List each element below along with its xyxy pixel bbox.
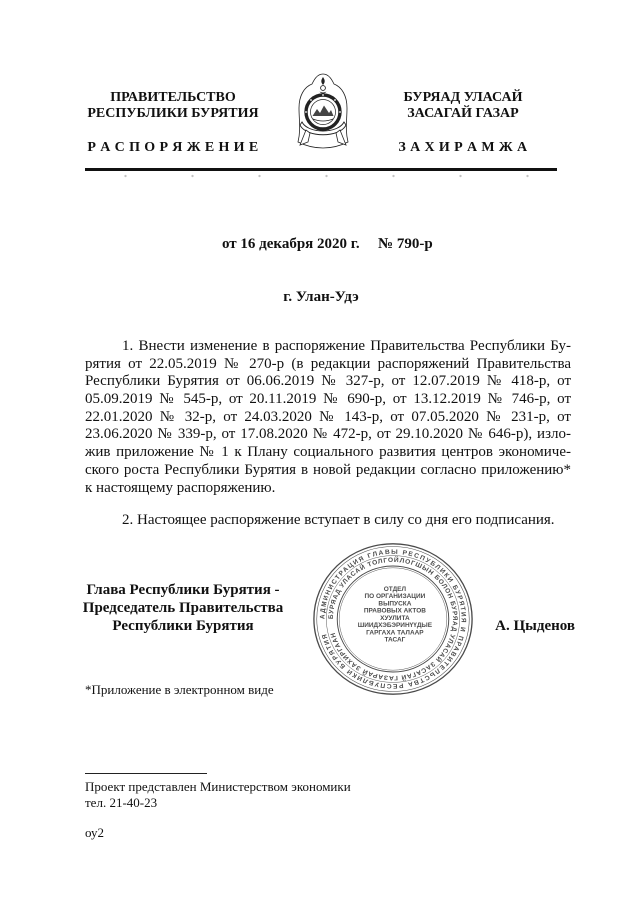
order-number: № 790-р (378, 236, 433, 252)
header-left-title (73, 90, 273, 122)
footer-block (85, 779, 485, 811)
position-line: Республики Бурятия (112, 618, 254, 634)
republic-label: РЕСПУБЛИКИ БУРЯТИЯ (87, 106, 259, 121)
stamp-center-line: ОТДЕЛ (383, 586, 407, 593)
contact-phone: тел. 21-40-23 (85, 795, 158, 810)
paragraph-line: 22.01.2020 № 32-р, от 24.03.2020 № 143-р, от 07.05.2020 № 231-р, от (85, 408, 571, 425)
attachment-note: *Приложение в электронном виде (85, 682, 274, 697)
coat-of-arms-icon (296, 72, 350, 150)
official-stamp (312, 542, 474, 696)
scan-marks (92, 174, 562, 178)
stamp-center-line: ПРАВОВЫХ АКТОВ (363, 607, 426, 615)
signatory-position (80, 581, 286, 635)
stamp-center-line: ТАСАГ (384, 636, 406, 644)
stamp-inner-ring-text: БУРЯАД УЛАСАЙ ТОЛГОЙЛОГШЫН БОЛОН БУРЯАД УЛАСАЙ ЗАСАГАЙ ГАЗАРАЙ ЗАХИРГААН (327, 557, 459, 681)
paragraph-2: 2. Настоящее распоряжение вступает в силу со дня его подписания. (122, 512, 555, 528)
position-line: Глава Республики Бурятия - (86, 582, 280, 598)
document-code: оу2 (85, 825, 105, 840)
order-date: от 16 декабря 2020 г. (222, 236, 360, 252)
prepared-by: Проект представлен Министерством экономики (85, 779, 351, 794)
header-right-title (363, 90, 563, 122)
header-divider (85, 168, 557, 171)
paragraph-line: рятия от 22.05.2019 № 270-р (в редакции распоряжений Правительства (85, 355, 571, 372)
stamp-center-line: ВЫПУСКА (378, 600, 412, 608)
position-line: Председатель Правительства (82, 600, 284, 616)
paragraph-line: 1. Внести изменение в распоряжение Правительства Республики Бу- (122, 338, 571, 354)
paragraph-line: к настоящему распоряжению. (85, 479, 276, 496)
stamp-center-line: ШИИДХЭБЭРИНҮҮДЫЕ (357, 622, 433, 630)
doc-type-ru: Р А С П О Р Я Ж Е Н И Е (87, 140, 259, 155)
paragraph-line: 05.09.2019 № 545-р, от 20.11.2019 № 690-р, от 13.12.2019 № 746-р, от (85, 391, 571, 408)
buryat-government-label: ЗАСАГАЙ ГАЗАР (407, 106, 519, 121)
paragraph-line: 23.06.2020 № 339-р, от 17.08.2020 № 472-р, от 29.10.2020 № 646-р), изло- (85, 426, 571, 443)
paragraph-line: ского роста Республики Бурятия в новой редакции согласно приложению* (85, 461, 571, 478)
buryat-republic-label: БУРЯАД УЛАСАЙ (403, 90, 523, 105)
paragraph-line: жив приложение № 1 к Плану социального развития центров экономиче- (85, 444, 571, 461)
footer-separator (85, 773, 207, 774)
paragraph-1 (85, 338, 571, 497)
signatory-name: А. Цыденов (495, 618, 575, 634)
stamp-center-line: ГАРГАХА ТАЛААР (366, 629, 424, 637)
stamp-outer-ring-text: АДМИНИСТРАЦИЯ ГЛАВЫ РЕСПУБЛИКИ БУРЯТИЯ И ПРАВИТЕЛЬСТВА РЕСПУБЛИКИ БУРЯТИЯ (319, 548, 467, 690)
government-label: ПРАВИТЕЛЬСТВО (110, 90, 236, 105)
stamp-center-line: ХУУЛИТА (380, 615, 410, 622)
doc-type-bua: З А Х И Р А М Ж А (398, 140, 528, 155)
stamp-center-line: ПО ОРГАНИЗАЦИИ (364, 593, 426, 601)
order-place: г. Улан-Удэ (283, 289, 359, 305)
paragraph-line: Республики Бурятия от 06.06.2019 № 327-р, от 12.07.2019 № 418-р, от (85, 373, 571, 390)
